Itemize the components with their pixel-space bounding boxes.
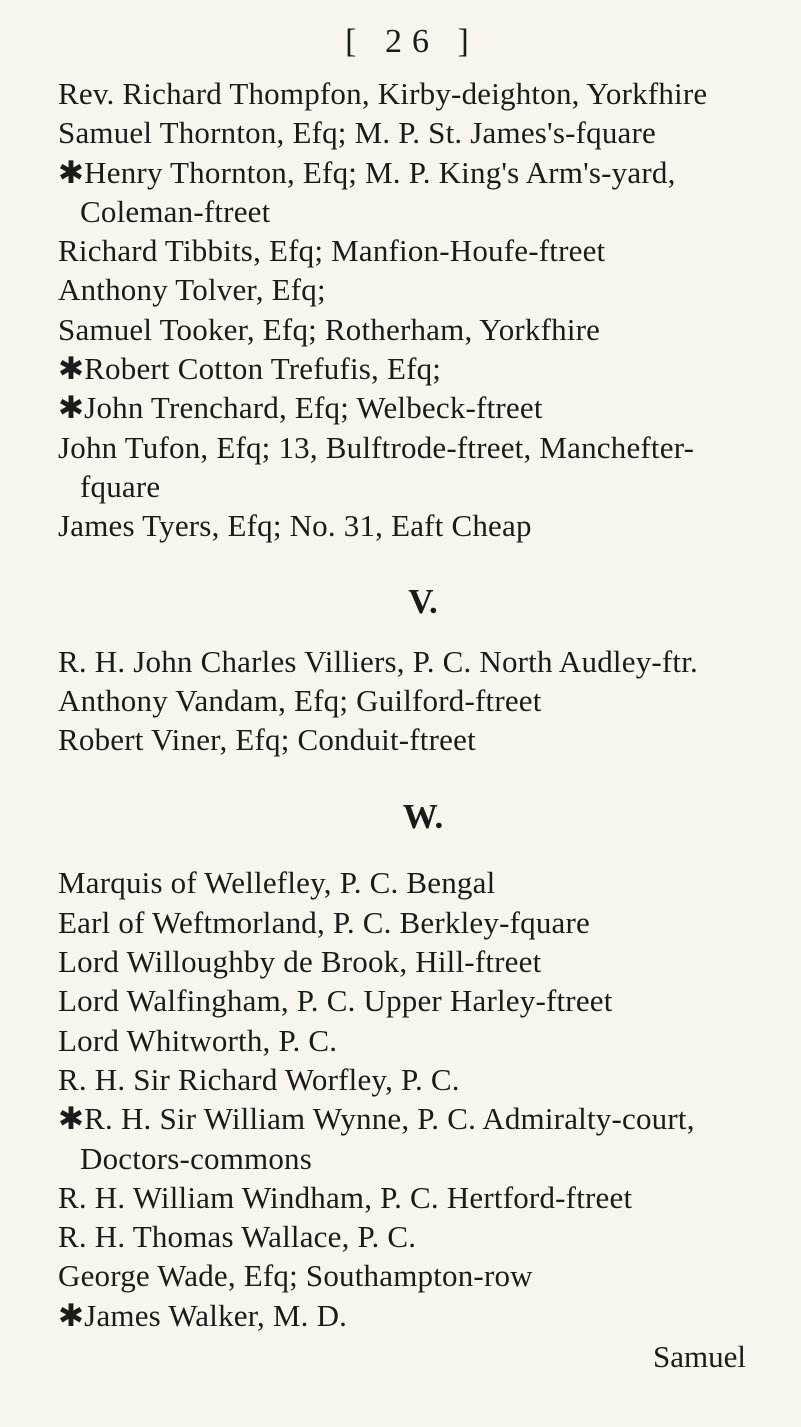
- subscriber-entry: [58, 681, 746, 720]
- entry-line: Samuel Tooker, Efq; Rotherham, Yorkfhire: [58, 311, 601, 347]
- entry-line: ✱Robert Cotton Trefufis, Efq;: [58, 351, 442, 387]
- section-entries: [58, 642, 746, 760]
- subscriber-entry: [58, 863, 746, 902]
- entry-line: Samuel Thornton, Efq; M. P. St. James's-fquare: [58, 115, 656, 151]
- subscriber-entry: [58, 1021, 746, 1060]
- section-entries: [58, 74, 746, 546]
- subscriber-entry: [58, 1099, 746, 1178]
- entry-line: George Wade, Efq; Southampton-row: [58, 1258, 533, 1294]
- entry-line: Marquis of Wellefley, P. C. Bengal: [58, 865, 496, 901]
- entry-line: R. H. Sir Richard Worfley, P. C.: [58, 1061, 460, 1097]
- entry-line: Robert Viner, Efq; Conduit-ftreet: [58, 722, 476, 758]
- entry-line: Rev. Richard Thompfon, Kirby-deighton, Yorkfhire: [58, 76, 708, 111]
- subscriber-entry: [58, 1060, 746, 1099]
- page-number: [ 26 ]: [345, 23, 479, 60]
- subscriber-entry: [58, 270, 746, 309]
- entry-line: Lord Walfingham, P. C. Upper Harley-ftreet: [58, 983, 613, 1019]
- subscriber-entry: [58, 388, 746, 427]
- subscriber-entry: [58, 903, 746, 942]
- entry-continuation-line: Coleman-ftreet: [80, 193, 271, 229]
- subscriber-list: [58, 74, 746, 1335]
- subscriber-entry: [58, 981, 746, 1020]
- subscriber-entry: [58, 349, 746, 388]
- entry-line: R. H. Thomas Wallace, P. C.: [58, 1219, 417, 1255]
- subscriber-entry: [58, 942, 746, 981]
- subscriber-entry: [58, 506, 746, 545]
- subscriber-entry: [58, 310, 746, 349]
- entry-line: R. H. William Windham, P. C. Hertford-ftreet: [58, 1179, 633, 1215]
- subscriber-entry: [58, 428, 746, 507]
- subscriber-entry: [58, 1296, 746, 1335]
- section-letter: V.: [408, 581, 438, 621]
- entry-line: John Tufon, Efq; 13, Bulftrode-ftreet, Manchefter-: [58, 429, 695, 465]
- subscriber-entry: [58, 720, 746, 759]
- entry-line: Lord Whitworth, P. C.: [58, 1022, 338, 1058]
- entry-line: ✱John Trenchard, Efq; Welbeck-ftreet: [58, 390, 543, 426]
- subscriber-entry: [58, 1217, 746, 1256]
- entry-line: R. H. John Charles Villiers, P. C. North Audley-ftr.: [58, 643, 699, 679]
- subscriber-entry: [58, 113, 746, 152]
- entry-line: Anthony Tolver, Efq;: [58, 272, 326, 308]
- entry-line: ✱Henry Thornton, Efq; M. P. King's Arm's-yard,: [58, 154, 676, 190]
- section-letter: W.: [402, 797, 444, 837]
- entry-line: Richard Tibbits, Efq; Manfion-Houfe-ftreet: [58, 233, 606, 269]
- subscriber-entry: [58, 642, 746, 681]
- subscriber-entry: [58, 231, 746, 270]
- entry-line: ✱James Walker, M. D.: [58, 1297, 348, 1333]
- entry-line: Earl of Weftmorland, P. C. Berkley-fquare: [58, 904, 590, 940]
- subscriber-entry: [58, 1256, 746, 1295]
- subscriber-entry: [58, 74, 746, 113]
- entry-line: Lord Willoughby de Brook, Hill-ftreet: [58, 944, 542, 980]
- entry-continuation-line: fquare: [80, 468, 161, 504]
- entry-line: James Tyers, Efq; No. 31, Eaft Cheap: [58, 508, 532, 544]
- section-entries: [58, 863, 746, 1335]
- entry-line: ✱R. H. Sir William Wynne, P. C. Admiralty-court,: [58, 1101, 695, 1137]
- catchword: Samuel: [653, 1339, 746, 1375]
- entry-continuation-line: Doctors-commons: [80, 1140, 313, 1176]
- subscriber-entry: [58, 1178, 746, 1217]
- subscriber-entry: [58, 153, 746, 232]
- entry-line: Anthony Vandam, Efq; Guilford-ftreet: [58, 682, 542, 718]
